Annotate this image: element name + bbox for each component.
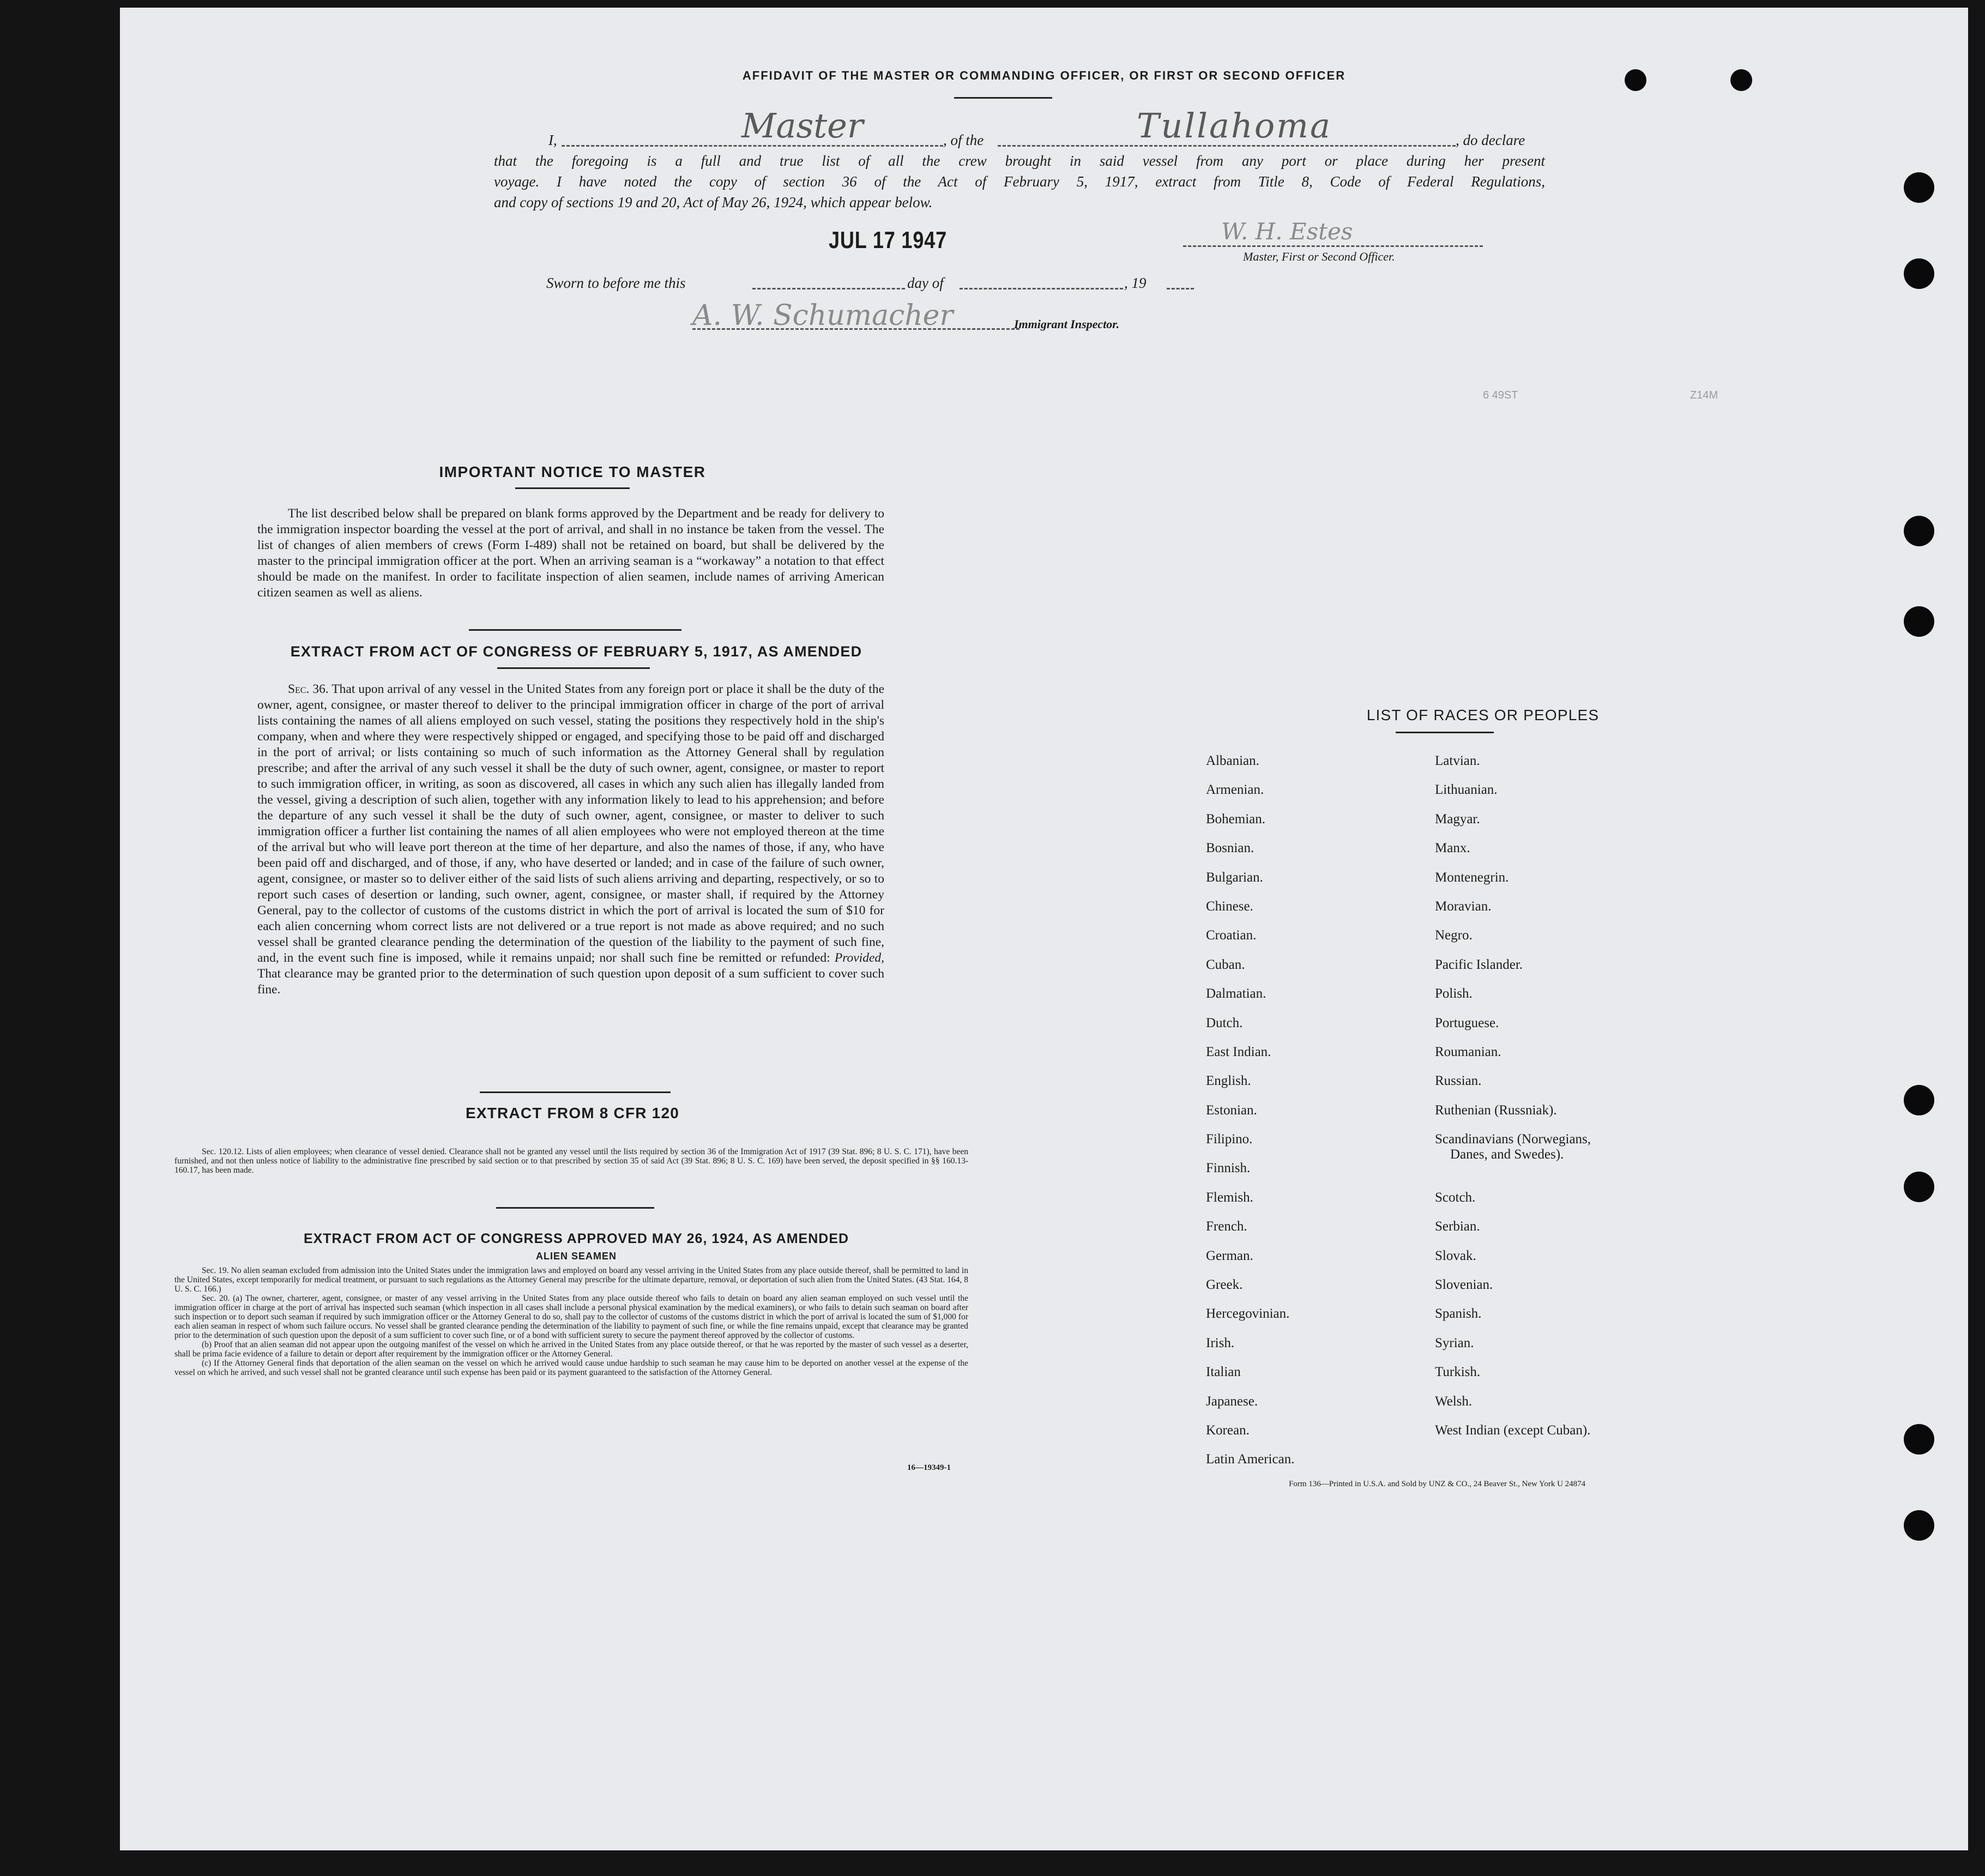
print-code: 16—19349-1 (907, 1463, 951, 1472)
form-footer-note: Form 136—Printed in U.S.A. and Sold by UNZ & CO., 24 Beaver St., New York U 24874 (1289, 1480, 1586, 1488)
race-item: Flemish. (1206, 1190, 1253, 1205)
sec-36-end: That clearance may be granted prior to the determination of such question upon deposit of a sum sufficient to cover such fine. (257, 967, 884, 997)
race-item: Syrian. (1435, 1335, 1474, 1350)
extract-1924-text (174, 1266, 968, 1377)
race-item: Chinese. (1206, 898, 1253, 914)
sec-36-body: That upon arrival of any vessel in the United States from any foreign port or place it shall be the duty of the owner, agent, consignee, or master thereof to deliver to the principal immigration officer in charge of the port of arrival lists containing the names of all aliens employed on such vessel, stating the positions they respectively hold in the ship's company, when and where they were respectively shipped or engaged, and specifying those to be paid off and discharged in the port of arrival; or lists containing so much of such information as the Attorney General shall by regulation prescribe; and after the arrival of any such vessel it shall be the duty of such owner, agent, consignee, or master to report to such immigration officer, in writing, as soon as discovered, all cases in which any such alien has illegally landed from the vessel, giving a description of such alien, together with any information likely to lead to his apprehension; and before the departure of any such vessel it shall be the duty of such owner, agent, consignee, or master to deliver to such immigration officer a further list containing the names of all alien employees who were not employed thereon at the time of the arrival but who will leave port thereon at the time of her departure, and also the names of those, if any, who have been paid off and discharged, and of those, if any, who have deserted or landed; and in case of the failure of such owner, agent, consignee, or master so to deliver either of the said lists of such aliens arriving and departing, respectively, or so to report such cases of desertion or landing, such owner, agent, consignee, or master shall, if required by the Attorney General, pay to the collector of customs of the customs district in which the port of arrival is located the sum of $10 for each alien concerning whom correct lists are not delivered or a true report is not made as above required; and no such vessel shall be granted clearance pending the determination of the question of the liability to the payment of such fine, and, in the event such fine is imposed, while it remains unpaid; nor shall such fine be remitted or refunded: (257, 682, 885, 965)
master-caption: Master, First or Second Officer. (1243, 250, 1395, 263)
vessel-handwritten: Tullahoma (1137, 106, 1332, 146)
extract-1924-heading: EXTRACT FROM ACT OF CONGRESS APPROVED MAY 26, 1924, AS AMENDED (303, 1231, 849, 1246)
extract-cfr-text: Sec. 120.12. Lists of alien employees; when clearance of vessel denied. Clearance shall not be granted any vessel until the lists required by section 36 of the Immigration Act of 1917 (39 Stat. 896; 8 U. S. C. 171), have been furnished, and not then unless notice of liability to the administrative fine prescribed by said section or to that prescribed by section 35 of said Act (39 Stat. 896; 8 U. S. C. 169) have been served, the deposit specified in §§ 160.13-160.17, has been made. (174, 1147, 968, 1175)
race-item: Croatian. (1206, 928, 1257, 943)
sec-36-label: Sec. 36. (288, 682, 329, 696)
race-item: Dutch. (1206, 1015, 1243, 1030)
race-item: English. (1206, 1073, 1251, 1089)
race-item: Montenegrin. (1435, 870, 1509, 885)
race-item: Hercegovinian. (1206, 1306, 1290, 1322)
sworn-label: Sworn to before me this (546, 275, 686, 291)
race-item: Latin American. (1206, 1452, 1295, 1467)
race-item: Korean. (1206, 1422, 1250, 1438)
year-label: , 19 (1124, 275, 1147, 291)
punch-hole (1904, 1510, 1934, 1541)
race-item-scandinavians (1435, 1132, 1686, 1190)
signature-fill-line (1183, 245, 1483, 247)
race-item: West Indian (except Cuban). (1435, 1423, 1591, 1438)
race-item: Pacific Islander. (1435, 957, 1523, 972)
affidavit-body-line-3: and copy of sections 19 and 20, Act of May 26, 1924, which appear below. (494, 194, 933, 210)
date-stamp: JUL 17 1947 (829, 227, 947, 254)
race-item: Japanese. (1206, 1394, 1258, 1409)
extract-cfr-heading: EXTRACT FROM 8 CFR 120 (466, 1105, 679, 1121)
divider (469, 629, 681, 631)
race-item: Bosnian. (1206, 841, 1254, 856)
race-item: Roumanian. (1435, 1044, 1501, 1059)
notice-text: The list described below shall be prepared on blank forms approved by the Department and be ready for delivery to the immigration inspector boarding the vessel at the port of arrival, and shall in no instance be taken from the vessel. The list of changes of alien members of crews (Form I-489) shall not be retained on board, but shall be delivered by the master to the principal immigration officer at the port. When an arriving seaman is a “workaway” a notation to that effect should be made on the manifest. In order to facilitate inspection of alien seamen, include names of arriving American citizen seamen as well as aliens. (257, 506, 884, 600)
provided-label: Provided, (834, 951, 885, 965)
affidavit-body-line-1: that the foregoing is a full and true list of all the crew brought in said vessel from any port or place during her present (494, 153, 1545, 169)
race-item: French. (1206, 1219, 1247, 1234)
race-item: Turkish. (1435, 1365, 1481, 1380)
extract-1917-text (257, 681, 884, 998)
race-item: Manx. (1435, 841, 1470, 856)
do-declare-label: , do declare (1456, 132, 1525, 148)
race-item: Polish. (1435, 986, 1473, 1002)
race-item: Bulgarian. (1206, 870, 1263, 885)
race-item: Italian (1206, 1365, 1241, 1380)
race-item: Greek. (1206, 1277, 1243, 1293)
race-item: East Indian. (1206, 1044, 1271, 1059)
inspector-caption: Immigrant Inspector. (1014, 317, 1120, 331)
races-underline (1396, 732, 1494, 733)
alien-seamen-subheading: ALIEN SEAMEN (535, 1251, 617, 1262)
affidavit-i: I, (548, 132, 557, 148)
race-item: Albanian. (1206, 753, 1259, 768)
race-item: Lithuanian. (1435, 782, 1498, 798)
of-the-label: , of the (943, 132, 984, 148)
bleed-through-text: 6 49ST (1483, 389, 1518, 401)
race-item: Bohemian. (1206, 811, 1266, 827)
punch-hole (1904, 1424, 1934, 1455)
punch-hole (1904, 606, 1934, 637)
race-item: Magyar. (1435, 811, 1480, 827)
bleed-through-text: Z14M (1690, 389, 1718, 401)
race-item: Moravian. (1435, 898, 1492, 914)
race-item: Russian. (1435, 1073, 1482, 1089)
race-item: Cuban. (1206, 957, 1245, 972)
race-item: Dalmatian. (1206, 986, 1266, 1002)
race-item: Filipino. (1206, 1132, 1253, 1147)
punch-hole (1904, 1085, 1934, 1115)
races-heading: LIST OF RACES OR PEOPLES (1366, 707, 1600, 723)
punch-hole (1904, 258, 1934, 289)
sec-20a-text: Sec. 20. (a) The owner, charterer, agent, consignee, or master of any vessel arriving in the United States from any place outside thereof who fails to detain on board any alien seaman employed on such vessel until the immigration officer in charge at the port of arrival has inspected such seaman (which inspection in all cases shall include a personal physical examination by the medical examiners), or who fails to detain such seaman on board after such inspection or to deport such seaman if required by such immigration officer or the Attorney General to do so, shall pay to the collector of customs of the customs district in which the port of arrival is located the sum of $1,000 for each alien seaman in respect of whom such failure occurs. No vessel shall be granted clearance pending the determination of the liability to payment of such fine, or while the fine remains unpaid, except that clearance may be granted prior to the determination of such question upon the deposit of a sum sufficient to cover such fine, or of a bond with sufficient surety to secure the payment thereof approved by the collector of customs. (174, 1294, 968, 1340)
divider (496, 1207, 654, 1209)
inspector-signature: A. W. Schumacher (692, 299, 954, 332)
divider (480, 1091, 671, 1093)
sec-20b-text: (b) Proof that an alien seaman did not appear upon the outgoing manifest of the vessel on which he arrived in the United States from any place outside thereof, or that he was reported by the master of such vessel as a deserter, shall be prima facie evidence of a failure to detain or deport after requirement by the immigration officer or the Attorney General. (174, 1340, 968, 1359)
race-item: Ruthenian (Russniak). (1435, 1102, 1557, 1118)
extract-1917-underline (497, 667, 650, 669)
race-item: Slovenian. (1435, 1277, 1493, 1293)
sec-20c-text: (c) If the Attorney General finds that deportation of the alien seaman on the vessel on which he arrived would cause undue hardship to such seaman he may cause him to be deported on another vessel at the expense of the vessel on which he arrived, and such vessel shall not be granted clearance until such expense has been paid or its payment guaranteed to the satisfaction of the Attorney General. (174, 1359, 968, 1377)
title-underline (954, 97, 1052, 99)
day-fill-line (752, 288, 905, 289)
races-left-column (1206, 753, 1413, 1481)
name-handwritten: Master (741, 106, 864, 146)
race-item: Scotch. (1435, 1190, 1476, 1205)
scandinavians-line-2: Danes, and Swedes). (1450, 1147, 1564, 1162)
race-item: Welsh. (1435, 1394, 1473, 1409)
year-fill-line (1167, 288, 1194, 289)
affidavit-body-line-2: voyage. I have noted the copy of section 36 of the Act of February 5, 1917, extract from Title 8, Code of Federal Regulations, (494, 173, 1545, 190)
races-right-column (1435, 753, 1686, 1452)
document-page (120, 8, 1968, 1850)
month-fill-line (960, 288, 1123, 289)
race-item: Slovak. (1435, 1248, 1476, 1263)
race-item: German. (1206, 1248, 1253, 1263)
scandinavians-line-1: Scandinavians (Norwegians, (1435, 1132, 1591, 1147)
extract-1917-heading: EXTRACT FROM ACT OF CONGRESS OF FEBRUARY 5, 1917, AS AMENDED (290, 643, 862, 660)
sec-19-text: Sec. 19. No alien seaman excluded from admission into the United States under the immigration laws and employed on board any vessel arriving in the United States from any place outside thereof, shall be permitted to land in the United States, except temporarily for medical treatment, or pursuant to such regulations as the Attorney General may prescribe for the ultimate departure, removal, or deportation of such alien from the United States. (43 Stat. 164, 8 U. S. C. 166.) (174, 1266, 968, 1294)
race-item: Finnish. (1206, 1161, 1251, 1176)
race-item: Spanish. (1435, 1306, 1482, 1322)
race-item: Armenian. (1206, 782, 1264, 798)
notice-heading: IMPORTANT NOTICE TO MASTER (439, 463, 706, 480)
race-item: Negro. (1435, 928, 1473, 943)
race-item: Serbian. (1435, 1219, 1480, 1234)
race-item: Latvian. (1435, 753, 1480, 768)
day-of-label: day of (907, 275, 944, 291)
master-signature: W. H. Estes (1221, 218, 1353, 245)
race-item: Portuguese. (1435, 1015, 1499, 1030)
race-item: Estonian. (1206, 1102, 1257, 1118)
race-item: Irish. (1206, 1335, 1235, 1350)
notice-underline (515, 487, 630, 489)
punch-hole (1904, 1172, 1934, 1202)
affidavit-title: AFFIDAVIT OF THE MASTER OR COMMANDING OFFICER, OR FIRST OR SECOND OFFICER (742, 69, 1346, 82)
punch-hole (1904, 172, 1934, 203)
punch-hole (1904, 516, 1934, 546)
